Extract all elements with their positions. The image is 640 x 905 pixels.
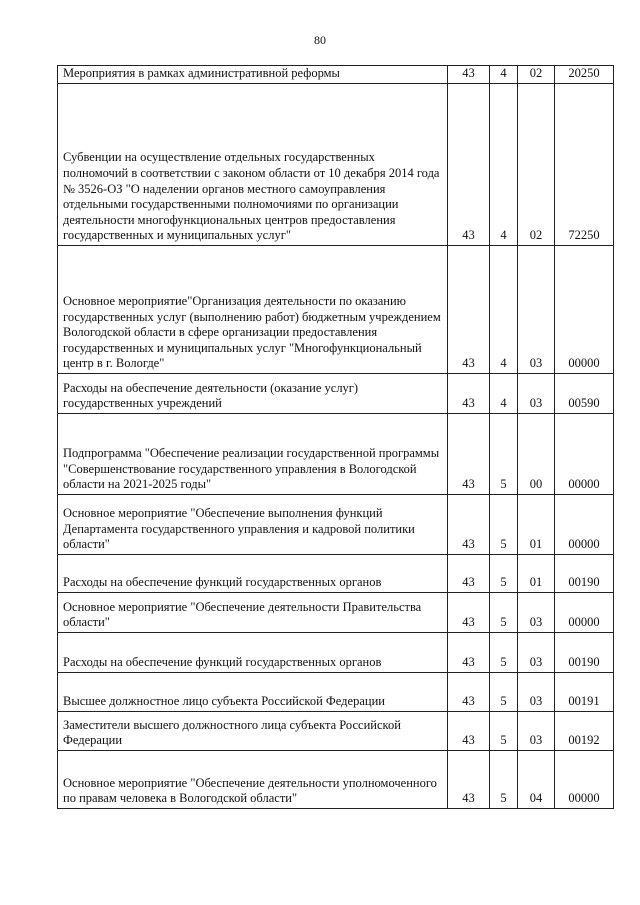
code-main-activity: 01 xyxy=(518,555,555,593)
code-subprogram: 5 xyxy=(490,633,518,673)
code-subprogram: 5 xyxy=(490,751,518,809)
code-subprogram: 5 xyxy=(490,712,518,751)
code-expense-direction: 00190 xyxy=(555,555,614,593)
row-name: Основное мероприятие"Организация деятельности по оказанию государственных услуг (выполнению работ) бюджетным учреждением Вологодской области в сфере организации предоставления государственных и муниципальных услуг "Многофункциональный центр в г. Вологде" xyxy=(58,246,448,374)
code-subprogram: 5 xyxy=(490,414,518,495)
page-number: 80 xyxy=(314,33,326,47)
code-ministry: 43 xyxy=(448,751,490,809)
code-expense-direction: 00000 xyxy=(555,593,614,633)
code-expense-direction: 00590 xyxy=(555,374,614,414)
code-expense-direction: 72250 xyxy=(555,84,614,246)
table-row xyxy=(58,84,614,246)
code-subprogram: 4 xyxy=(490,374,518,414)
table-row xyxy=(58,673,614,712)
code-ministry: 43 xyxy=(448,673,490,712)
code-ministry: 43 xyxy=(448,66,490,84)
code-main-activity: 04 xyxy=(518,751,555,809)
table-row xyxy=(58,66,614,84)
code-ministry: 43 xyxy=(448,633,490,673)
code-main-activity: 00 xyxy=(518,414,555,495)
row-name: Мероприятия в рамках административной реформы xyxy=(58,66,448,84)
code-main-activity: 02 xyxy=(518,66,555,84)
code-expense-direction: 20250 xyxy=(555,66,614,84)
code-subprogram: 5 xyxy=(490,673,518,712)
table-row xyxy=(58,751,614,809)
code-main-activity: 03 xyxy=(518,673,555,712)
code-ministry: 43 xyxy=(448,414,490,495)
code-main-activity: 03 xyxy=(518,246,555,374)
code-main-activity: 02 xyxy=(518,84,555,246)
table-row xyxy=(58,495,614,555)
code-subprogram: 4 xyxy=(490,246,518,374)
code-ministry: 43 xyxy=(448,374,490,414)
table-row xyxy=(58,712,614,751)
code-ministry: 43 xyxy=(448,593,490,633)
code-ministry: 43 xyxy=(448,712,490,751)
row-name: Основное мероприятие "Обеспечение деятельности Правительства области" xyxy=(58,593,448,633)
table-row xyxy=(58,374,614,414)
code-main-activity: 01 xyxy=(518,495,555,555)
row-name: Расходы на обеспечение деятельности (оказание услуг) государственных учреждений xyxy=(58,374,448,414)
budget-table xyxy=(57,65,614,809)
code-ministry: 43 xyxy=(448,495,490,555)
row-name: Расходы на обеспечение функций государственных органов xyxy=(58,555,448,593)
code-ministry: 43 xyxy=(448,246,490,374)
row-name: Заместители высшего должностного лица субъекта Российской Федерации xyxy=(58,712,448,751)
row-name: Основное мероприятие "Обеспечение выполнения функций Департамента государственного управления и кадровой политики области" xyxy=(58,495,448,555)
code-subprogram: 4 xyxy=(490,66,518,84)
code-main-activity: 03 xyxy=(518,712,555,751)
code-subprogram: 5 xyxy=(490,555,518,593)
row-name: Расходы на обеспечение функций государственных органов xyxy=(58,633,448,673)
row-name: Подпрограмма "Обеспечение реализации государственной программы "Совершенствование государственного управления в Вологодской области на 2021-2025 годы" xyxy=(58,414,448,495)
code-subprogram: 5 xyxy=(490,495,518,555)
table-row xyxy=(58,414,614,495)
code-expense-direction: 00192 xyxy=(555,712,614,751)
code-ministry: 43 xyxy=(448,555,490,593)
table-row xyxy=(58,593,614,633)
code-expense-direction: 00190 xyxy=(555,633,614,673)
code-expense-direction: 00000 xyxy=(555,751,614,809)
code-main-activity: 03 xyxy=(518,593,555,633)
code-ministry: 43 xyxy=(448,84,490,246)
row-name: Субвенции на осуществление отдельных государственных полномочий в соответствии с законом области от 10 декабря 2014 года № 3526-ОЗ "О наделении органов местного самоуправления отдельными государственными полномочиями по организации деятельности многофункциональных центров предоставления государственных и муниципальных услуг" xyxy=(58,84,448,246)
row-name: Высшее должностное лицо субъекта Российской Федерации xyxy=(58,673,448,712)
code-subprogram: 4 xyxy=(490,84,518,246)
table-row xyxy=(58,555,614,593)
code-subprogram: 5 xyxy=(490,593,518,633)
code-expense-direction: 00000 xyxy=(555,246,614,374)
code-expense-direction: 00000 xyxy=(555,495,614,555)
row-name: Основное мероприятие "Обеспечение деятельности уполномоченного по правам человека в Вологодской области" xyxy=(58,751,448,809)
budget-table-body xyxy=(58,66,614,809)
code-main-activity: 03 xyxy=(518,633,555,673)
code-main-activity: 03 xyxy=(518,374,555,414)
code-expense-direction: 00191 xyxy=(555,673,614,712)
table-row xyxy=(58,246,614,374)
code-expense-direction: 00000 xyxy=(555,414,614,495)
table-row xyxy=(58,633,614,673)
